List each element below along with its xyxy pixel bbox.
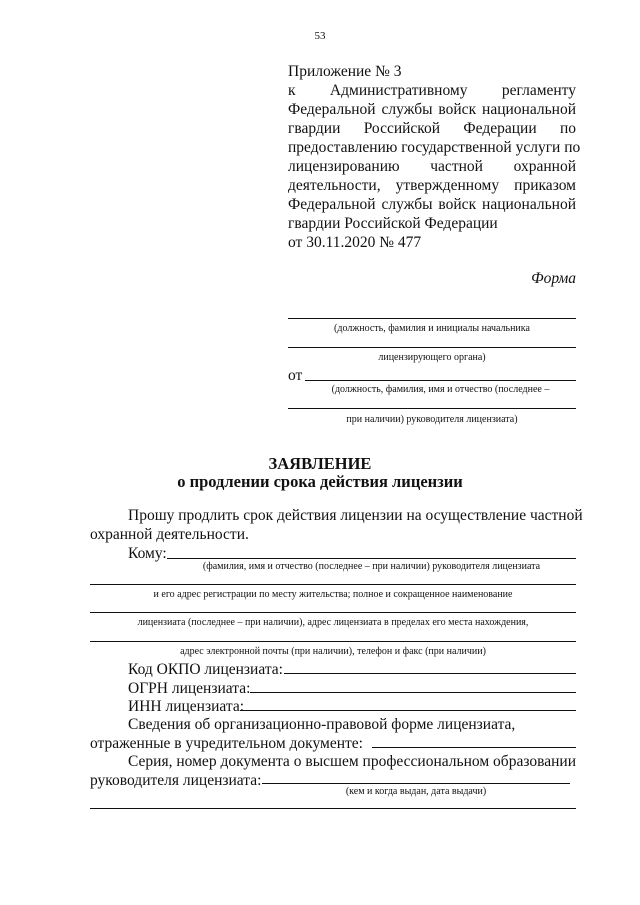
appendix-line: лицензированию частной охранной — [288, 158, 576, 175]
appendix-line: к Административному регламенту — [288, 82, 576, 99]
document-title: ЗАЯВЛЕНИЕ — [268, 454, 372, 473]
contacts-caption: адрес электронной почты (при наличии), телефон и факс (при наличии) — [180, 646, 486, 657]
contacts-line — [90, 641, 576, 642]
recipient-caption: (должность, фамилия и инициалы начальника — [334, 323, 530, 334]
recipient-line — [288, 318, 576, 319]
appendix-line: Федеральной службы войск национальной — [288, 101, 576, 118]
appendix-line: Приложение № 3 — [288, 63, 402, 80]
education-caption: (кем и когда выдан, дата выдачи) — [345, 786, 487, 797]
from-line — [305, 380, 576, 381]
appendix-line: гвардии Российской Федерации по — [288, 120, 576, 137]
appendix-line: предоставлению государственной услуги по — [288, 139, 581, 156]
recipient-caption-2: лицензирующего органа) — [378, 352, 486, 363]
to-caption: (фамилия, имя и отчество (последнее – при наличии) руководителя лицензиата — [202, 561, 541, 572]
education-line1: Серия, номер документа о высшем профессиональном образовании — [128, 753, 576, 770]
from-line-2 — [288, 408, 576, 409]
from-caption: (должность, фамилия, имя и отчество (последнее – — [331, 384, 550, 395]
name-caption: лицензиата (последнее – при наличии), адрес лицензиата в пределах его места нахождения, — [137, 617, 529, 628]
address-caption: и его адрес регистрации по месту жительства; полное и сокращенное наименование — [153, 589, 513, 600]
to-line — [167, 558, 576, 559]
from-label: от — [288, 367, 303, 384]
org-form-line2: отраженные в учредительном документе: — [90, 735, 363, 752]
org-form-line1: Сведения об организационно-правовой форме лицензиата, — [128, 716, 516, 733]
name-line — [90, 612, 576, 613]
address-line — [90, 584, 576, 585]
recipient-line-2 — [288, 347, 576, 348]
okpo-label: Код ОКПО лицензиата: — [128, 661, 283, 678]
appendix-line: гвардии Российской Федерации — [288, 215, 498, 232]
page-number: 53 — [314, 30, 326, 42]
to-label: Кому: — [128, 545, 167, 562]
inn-field[interactable] — [240, 710, 576, 711]
okpo-field[interactable] — [284, 673, 576, 674]
ogrn-field[interactable] — [250, 692, 576, 693]
appendix-line: деятельности, утвержденному приказом — [288, 177, 576, 194]
inn-label: ИНН лицензиата: — [128, 698, 245, 715]
education-line2: руководителя лицензиата: — [90, 772, 262, 789]
form-label: Форма — [531, 270, 576, 287]
education-field[interactable] — [262, 783, 570, 784]
ogrn-label: ОГРН лицензиата: — [128, 680, 251, 697]
appendix-block — [288, 62, 581, 252]
from-caption-2: при наличии) руководителя лицензиата) — [346, 414, 518, 425]
appendix-line: Федеральной службы войск национальной — [288, 196, 576, 213]
request-text-line1: Прошу продлить срок действия лицензии на осуществление частной — [128, 507, 583, 524]
org-form-field[interactable] — [372, 747, 576, 748]
document-subtitle: о продлении срока действия лицензии — [177, 472, 463, 491]
request-text-line2: охранной деятельности. — [90, 526, 249, 543]
education-line-extra[interactable] — [90, 808, 576, 809]
appendix-line: от 30.11.2020 № 477 — [288, 234, 422, 251]
